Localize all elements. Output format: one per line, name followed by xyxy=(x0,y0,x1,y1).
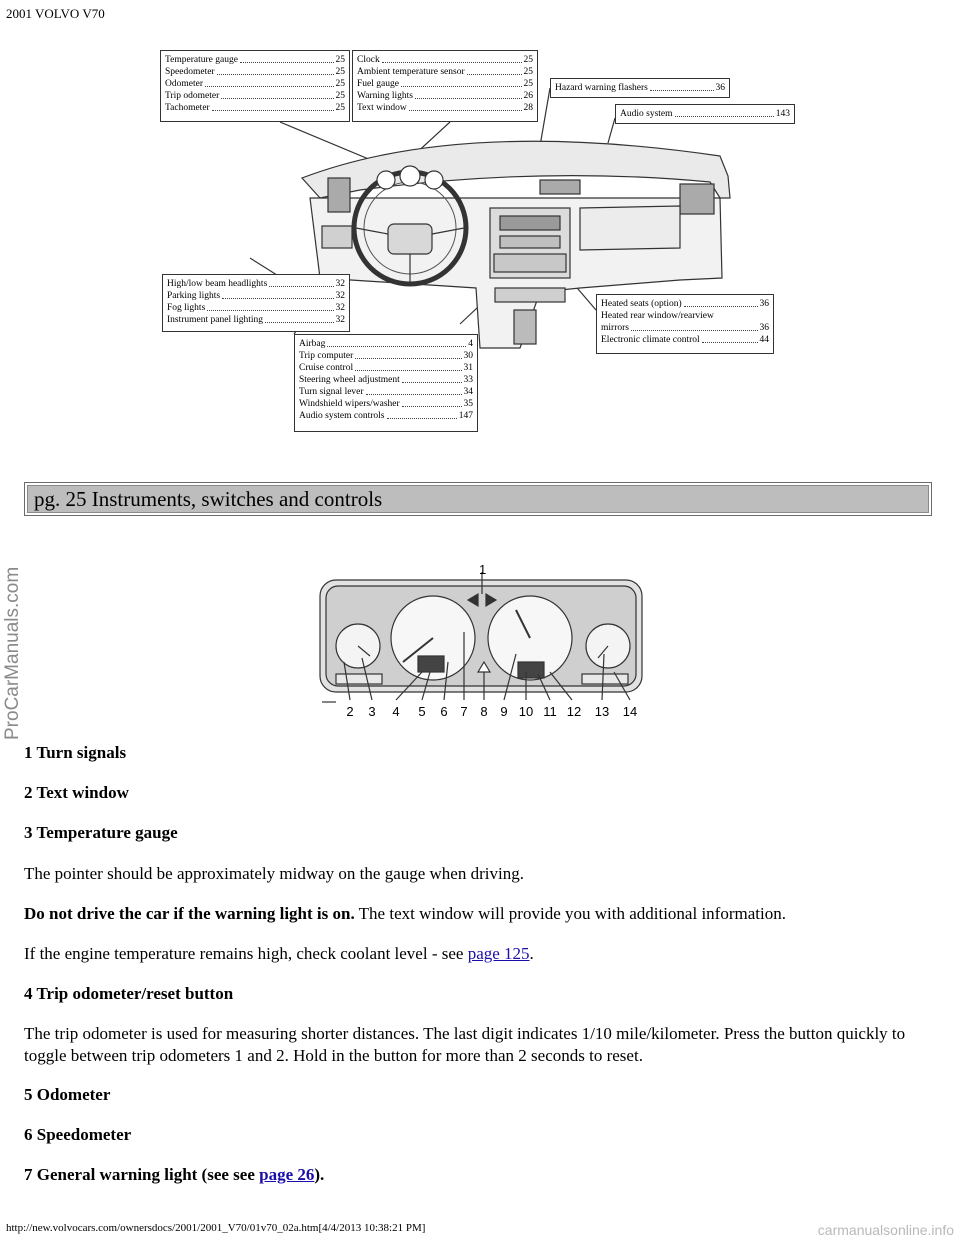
item-heading-text-window: 2 Text window xyxy=(24,783,129,802)
temperature-paragraph: The pointer should be approximately midway on the gauge when driving. xyxy=(24,864,524,883)
callout-row: Cruise control 31 xyxy=(299,363,473,373)
coolant-text: If the engine temperature remains high, check coolant level - see xyxy=(24,944,468,963)
callout-number: 3 xyxy=(368,704,376,719)
bottom-watermark: carmanualsonline.info xyxy=(817,1222,954,1238)
instrument-cluster-figure xyxy=(318,562,648,722)
heated-callout-box xyxy=(596,294,774,354)
callout-number: 12 xyxy=(566,704,582,719)
document-url: http://new.volvocars.com/ownersdocs/2001/2001_V70/01v70_02a.htm[4/4/2013 10:38:21 PM] xyxy=(6,1222,426,1234)
callout-row: Airbag 4 xyxy=(299,339,473,349)
callout-row: Tachometer 25 xyxy=(165,103,345,113)
document-title: 2001 VOLVO V70 xyxy=(6,6,105,21)
steering-callout-box xyxy=(294,334,478,432)
page-26-link[interactable]: page 26 xyxy=(259,1165,315,1184)
warning-light-text: 7 General warning light (see see xyxy=(24,1165,260,1184)
callout-row: Turn signal lever 34 xyxy=(299,387,473,397)
callout-number: 8 xyxy=(480,704,488,719)
callout-number: 1 xyxy=(479,562,487,577)
callout-row: Odometer 25 xyxy=(165,79,345,89)
item-heading-trip-odometer: 4 Trip odometer/reset button xyxy=(24,984,234,1003)
callout-row: Audio system controls 147 xyxy=(299,411,473,421)
callout-row: Heated seats (option) 36 xyxy=(601,299,769,309)
callout-number: 13 xyxy=(594,704,610,719)
item-heading-odometer: 5 Odometer xyxy=(24,1085,111,1104)
warning-light-text-end: ). xyxy=(314,1165,325,1184)
warning-bold-text: Do not drive the car if the warning light is on. xyxy=(24,904,355,923)
instrument-cluster-illustration xyxy=(318,562,648,722)
callout-row: Steering wheel adjustment 33 xyxy=(299,375,473,385)
dashboard-figure xyxy=(160,48,800,434)
item-heading-temperature-gauge: 3 Temperature gauge xyxy=(24,823,178,842)
callout-row: Electronic climate control 44 xyxy=(601,335,769,345)
section-heading-bar xyxy=(24,482,932,516)
callout-row: Fuel gauge 25 xyxy=(357,79,533,89)
callout-number: 2 xyxy=(346,704,354,719)
callout-number: 14 xyxy=(622,704,638,719)
callout-row: High/low beam headlights 32 xyxy=(167,279,345,289)
callout-number: 4 xyxy=(392,704,400,719)
gauges-callout-box xyxy=(160,50,350,122)
item-heading-general-warning-light xyxy=(24,1164,324,1186)
callout-number: 6 xyxy=(440,704,448,719)
callout-row: Parking lights 32 xyxy=(167,291,345,301)
trip-odometer-paragraph: The trip odometer is used for measuring shorter distances. The last digit indicates 1/10 mile/kilometer. Press the button quickly to toggle between trip odometers 1 and 2. Hold in the button for more than 2 seconds to reset. xyxy=(24,1024,906,1065)
coolant-paragraph xyxy=(24,943,534,965)
warning-rest-text: The text window will provide you with additional information. xyxy=(354,904,786,923)
callout-row: Heated rear window/rearview xyxy=(601,311,714,321)
item-heading-turn-signals: 1 Turn signals xyxy=(24,743,127,762)
hazard-callout-box xyxy=(550,78,730,98)
coolant-text-end: . xyxy=(529,944,534,963)
item-heading-speedometer: 6 Speedometer xyxy=(24,1125,132,1144)
callout-number: 7 xyxy=(460,704,468,719)
callout-row: Ambient temperature sensor 25 xyxy=(357,67,533,77)
callout-row: Windshield wipers/washer 35 xyxy=(299,399,473,409)
callout-row: Temperature gauge 25 xyxy=(165,55,345,65)
callout-row: Hazard warning flashers 36 xyxy=(555,83,725,93)
lights-callout-box xyxy=(162,274,350,332)
callout-row: Warning lights 26 xyxy=(357,91,533,101)
callout-number: 10 xyxy=(518,704,534,719)
audio-callout-box xyxy=(615,104,795,124)
clock-callout-box xyxy=(352,50,538,122)
callout-number: 9 xyxy=(500,704,508,719)
callout-row: Trip computer 30 xyxy=(299,351,473,361)
callout-row: Speedometer 25 xyxy=(165,67,345,77)
section-heading: pg. 25 Instruments, switches and controls xyxy=(27,485,929,513)
callout-row: Fog lights 32 xyxy=(167,303,345,313)
callout-row: Audio system 143 xyxy=(620,109,790,119)
callout-row: Text window 28 xyxy=(357,103,533,113)
callout-row: Instrument panel lighting 32 xyxy=(167,315,345,325)
callout-number: 5 xyxy=(418,704,426,719)
callout-number: 11 xyxy=(543,704,557,719)
page-125-link[interactable]: page 125 xyxy=(467,944,530,963)
callout-row: Clock 25 xyxy=(357,55,533,65)
callout-row: mirrors 36 xyxy=(601,323,769,333)
callout-row: Trip odometer 25 xyxy=(165,91,345,101)
warning-paragraph xyxy=(24,903,786,925)
